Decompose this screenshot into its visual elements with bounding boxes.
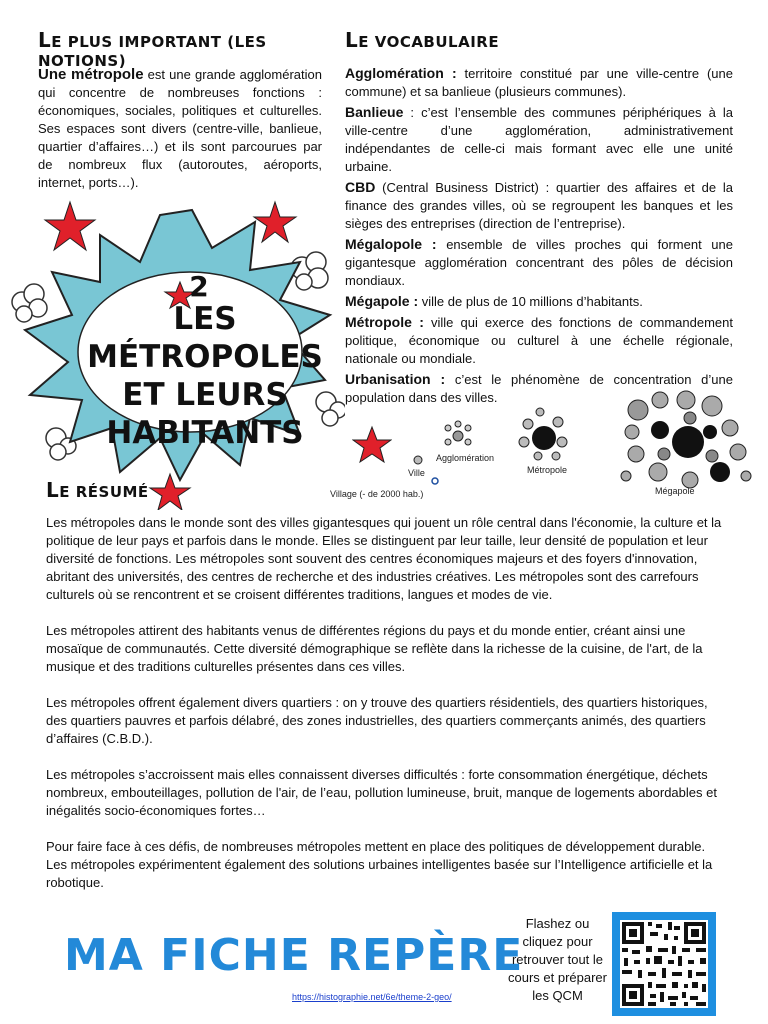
vocab-item: Métropole : ville qui exerce des fonctions de commandement politique, économique ou culturel à une échelle régionale, nationale ou mondiale. — [345, 314, 733, 366]
ville-icon — [414, 456, 422, 464]
vocab-item: Mégapole : ville de plus de 10 millions d’habitants. — [345, 293, 643, 309]
star-icon — [352, 425, 392, 465]
label-ville: Ville — [408, 468, 425, 478]
star-icon — [45, 202, 95, 250]
vocab-heading: LE VOCABULAIRE — [345, 28, 500, 52]
label-village: Village (- de 2000 hab.) — [330, 489, 424, 499]
village-icon — [432, 478, 438, 484]
notions-text: Une métropole est une grande agglomération qui concentre de nombreuses fonctions : économiques, sociales, politiques et culturelles. Ses espaces sont divers (centre-ville, banlieue, quartier d’affaires…) et ils sont parcourues par de nombreux flux (autoroutes, aéroports, internet, ports…). — [38, 66, 322, 190]
label-metropole: Métropole — [527, 465, 568, 475]
qr-code-icon — [612, 912, 716, 1016]
course-link[interactable]: https://histographie.net/6e/theme-2-geo/ — [292, 992, 452, 1002]
urban-hierarchy-diagram — [390, 380, 760, 500]
notions-heading: LE PLUS IMPORTANT (LES NOTIONS) — [38, 28, 267, 70]
resume-text — [46, 514, 726, 910]
fiche-repere-title: MA FICHE REPÈRE — [64, 930, 524, 981]
resume-paragraph: Pour faire face à ces défis, de nombreuses métropoles mettent en place des politiques de développement durable. Les métropoles expérimentent également des solutions urbaines intelligentes basée sur l’Intelligence artificielle et la robotique. — [46, 839, 713, 890]
vocab-item: Mégalopole : ensemble de villes proches qui forment une gigantesque agglomération concentrant des pôles de décision mondiaux. — [345, 236, 733, 288]
star-icon — [254, 202, 296, 242]
vocab-item: CBD (Central Business District) : quartier des affaires et de la finance des grandes villes, où se regroupent les banques et les sièges des entreprises (direction de l’entreprise). — [345, 179, 733, 231]
cloud-icon — [291, 252, 328, 290]
metropole-icon — [519, 408, 567, 460]
resume-paragraph: Les métropoles dans le monde sont des villes gigantesques qui jouent un rôle central dans l'économie, la culture et la politique de leur pays et parfois dans le monde. Elles se distinguent par leur taille, leur densité de population et leur diversité de fonctions. Les métropoles sont souvent des centres économiques majeurs et des foyers d'innovation, abritant des universités, des centres de recherche et des industries créatives. Les métropoles sont des carrefours culturels où se rencontrent et se croisent différentes traditions, langues et modes de vie. — [46, 515, 722, 602]
vocab-item: Urbanisation : c’est le phénomène de concentration d’une population dans des villes. — [345, 371, 733, 405]
qr-code[interactable] — [612, 912, 716, 1016]
label-megapole: Mégapole — [655, 486, 695, 496]
vocab-list — [345, 64, 733, 409]
vocab-item: Banlieue : c’est l’ensemble des communes périphériques à la ville-centre d’une agglomération, administrativement indépendantes de celle-ci mais formant avec elle une unité urbaine. — [345, 104, 733, 174]
megapole-icon — [621, 391, 751, 488]
theme-number: 2 — [189, 270, 209, 303]
resume-heading: LE RÉSUMÉ — [46, 478, 149, 502]
vocab-item: Agglomération : territoire constitué par une ville-centre (une commune) et sa banlieue (plusieurs communes). — [345, 65, 733, 99]
flash-instructions: Flashez ou cliquez pour retrouver tout le cours et préparer les QCM — [508, 916, 607, 1003]
notions-term: Une métropole — [38, 66, 144, 83]
page-title: LES MÉTROPOLES ET LEURS HABITANTS — [87, 301, 323, 451]
resume-paragraph: Les métropoles offrent également divers quartiers : on y trouve des quartiers résidentiels, des quartiers historiques, des quartiers pauvres et parfois délabré, des zones industrielles, des quartiers commerçants animés, des quartiers d’affaires (C.B.D.). — [46, 695, 708, 746]
agglomeration-icon — [445, 421, 471, 445]
cloud-icon — [12, 284, 47, 322]
resume-paragraph: Les métropoles attirent des habitants venus de différentes régions du pays et du monde entier, créant ainsi une mosaïque de communautés. Cette diversité démographique se reflète dans la richesse de la cuisine, de l'art, de la musique et des traditions culturelles présentes dans ces villes. — [46, 623, 703, 674]
label-agglomeration: Agglomération — [436, 453, 495, 463]
resume-paragraph: Les métropoles s’accroissent mais elles connaissent diverses difficultés : forte consommation énergétique, déchets nombreux, embouteillages, pollution de l'air, de l’eau, pollution lumineuse, bruit, manque de logements abordables et inégalités socio-économiques fortes… — [46, 767, 717, 818]
